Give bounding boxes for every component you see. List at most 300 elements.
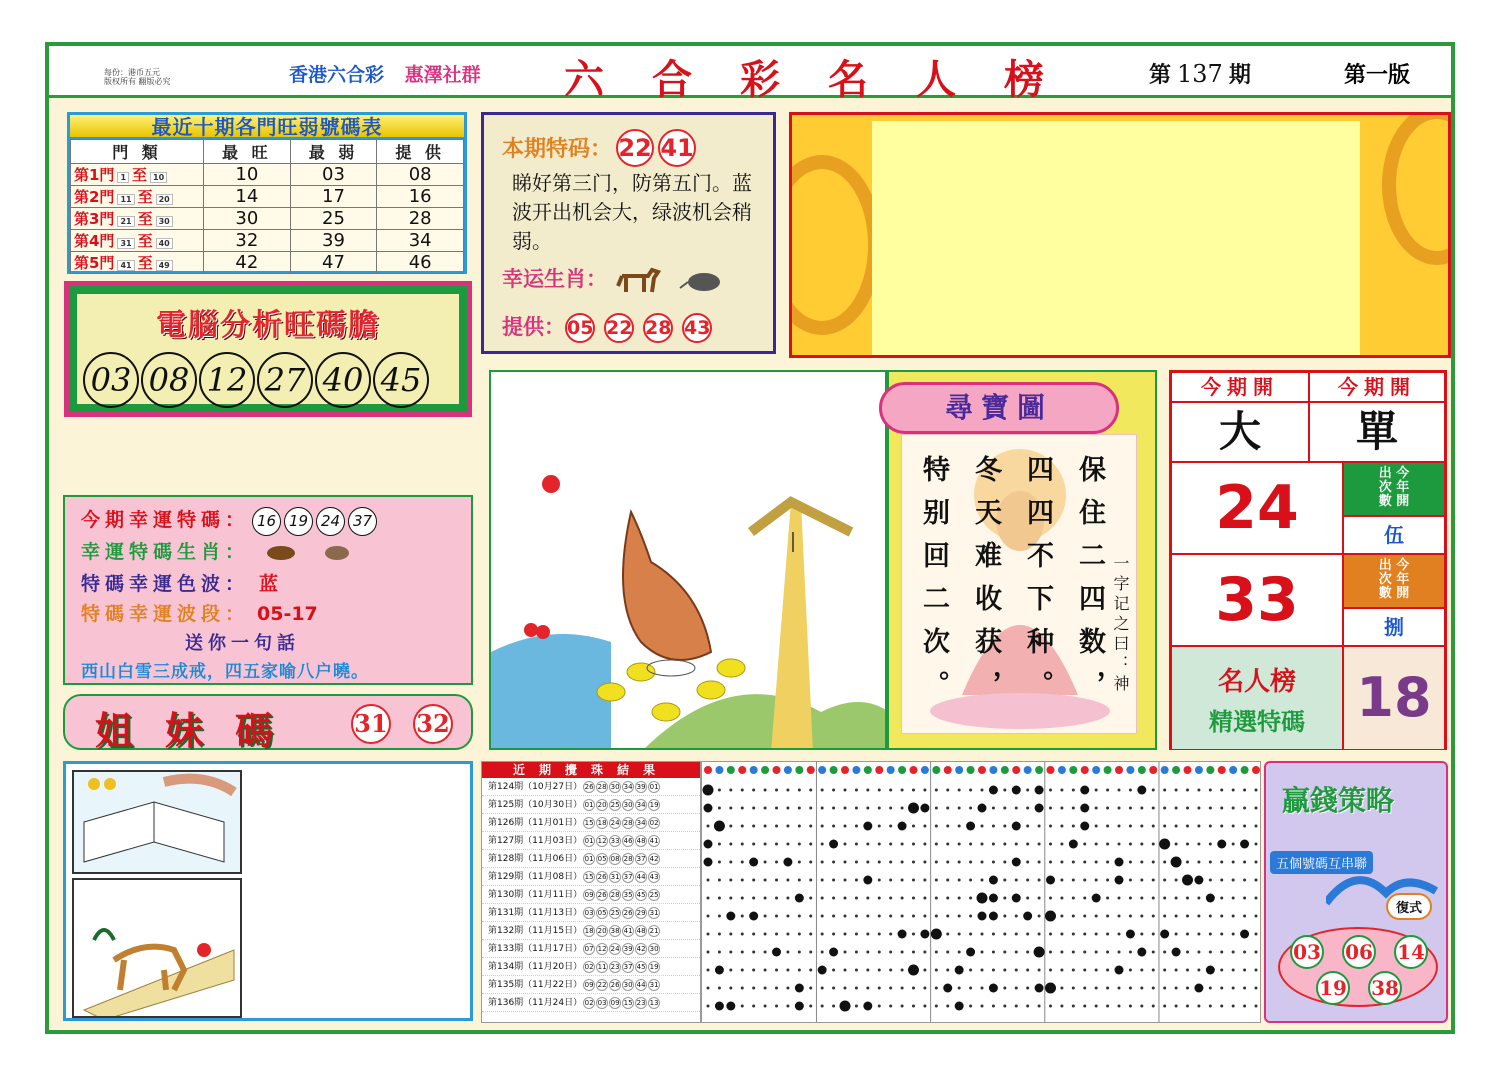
empty-dot [1106,843,1109,846]
history-ball: 33 [610,837,620,845]
empty-dot [1129,807,1132,810]
dot-trend-drawing [702,762,1261,1023]
empty-dot [775,861,778,864]
empty-dot [969,843,972,846]
column-header-dot [944,766,952,774]
empty-dot [1163,879,1166,882]
empty-dot [1083,897,1086,900]
empty-dot [1083,915,1086,918]
column-header-dot [841,766,849,774]
hit-dot [955,966,964,975]
col-gate: 門 類 [71,140,204,164]
history-ball: 28 [597,783,607,791]
dot-trend-grid [701,761,1261,1023]
empty-dot [912,1005,915,1008]
column-header-dot [750,766,758,774]
empty-dot [1106,789,1109,792]
org-name-2: 惠澤社群 [404,64,481,86]
empty-dot [958,843,961,846]
gate-to-label: 至 [137,210,153,228]
empty-dot [878,879,881,882]
empty-dot [1049,843,1052,846]
empty-dot [1118,915,1121,918]
empty-dot [786,807,789,810]
column-header-dot [1184,766,1192,774]
empty-dot [764,897,767,900]
book-illustration [72,770,242,874]
empty-dot [889,789,892,792]
empty-dot [912,987,915,990]
treasure-poem [901,434,1137,734]
empty-dot [1255,987,1258,990]
empty-dot [901,951,904,954]
empty-dot [901,843,904,846]
empty-dot [1118,843,1121,846]
lucky-range-row [81,599,318,626]
empty-dot [889,897,892,900]
sister-code-title: 姐妹碼 [95,709,306,753]
table-row [482,904,700,922]
empty-dot [878,1005,881,1008]
empty-dot [1152,807,1155,810]
history-ball: 30 [623,801,633,809]
empty-dot [707,933,710,936]
history-ball: 44 [636,981,646,989]
empty-dot [1232,897,1235,900]
empty-dot [786,825,789,828]
empty-dot [1163,951,1166,954]
empty-dot [1083,1005,1086,1008]
empty-dot [752,969,755,972]
empty-dot [775,897,778,900]
empty-dot [866,843,869,846]
empty-dot [1072,1005,1075,1008]
hit-dot [966,948,975,957]
empty-dot [981,843,984,846]
empty-dot [889,807,892,810]
gate-to: 49 [156,260,173,271]
empty-dot [1140,879,1143,882]
history-issue: 第136期（11月24日） [488,998,583,1008]
empty-dot [889,969,892,972]
empty-dot [1175,843,1178,846]
hit-dot [704,840,713,849]
strategy-ball: 14 [1394,935,1428,969]
cold-cell: 25 [290,208,377,230]
history-ball: 31 [649,981,659,989]
empty-dot [889,915,892,918]
special-hit-mark [714,821,725,832]
gate-to: 30 [156,216,173,227]
history-ball: 30 [649,945,659,953]
org-name-1: 香港六合彩 [289,64,385,86]
history-ball: 37 [636,855,646,863]
provide-label: 提供： [502,315,565,339]
empty-dot [1118,807,1121,810]
empty-dot [1118,825,1121,828]
empty-dot [1197,933,1200,936]
history-ball: 08 [610,855,620,863]
poem-column: 保住二四数， [1074,455,1105,713]
empty-dot [786,915,789,918]
empty-dot [1175,807,1178,810]
hit-dot [978,912,987,921]
empty-dot [844,789,847,792]
empty-dot [923,987,926,990]
empty-dot [935,861,938,864]
empty-dot [1220,807,1223,810]
computer-analysis-panel [64,281,472,417]
hit-dot [1115,966,1124,975]
empty-dot [1015,879,1018,882]
gate-to-label: 至 [137,232,153,250]
poem-column: 四四不下种。 [1022,455,1053,713]
history-ball: 34 [636,801,646,809]
empty-dot [1232,933,1235,936]
empty-dot [1232,951,1235,954]
empty-dot [1175,969,1178,972]
empty-dot [958,861,961,864]
saying-title: 送你一句話 [185,633,300,654]
empty-dot [1003,879,1006,882]
count-label-1: 出 今 次 年 數 開 [1343,462,1445,516]
special-hit-mark [908,965,919,976]
empty-dot [809,879,812,882]
empty-dot [992,969,995,972]
column-header-dot [875,766,883,774]
empty-dot [1026,879,1029,882]
empty-dot [741,807,744,810]
empty-dot [1083,879,1086,882]
empty-dot [1197,789,1200,792]
empty-dot [923,897,926,900]
empty-dot [832,987,835,990]
history-ball: 15 [623,999,633,1007]
empty-dot [775,969,778,972]
empty-dot [1003,951,1006,954]
empty-dot [786,843,789,846]
empty-dot [1106,825,1109,828]
empty-dot [969,1005,972,1008]
history-ball: 28 [623,855,633,863]
empty-dot [1209,843,1212,846]
empty-dot [935,969,938,972]
empty-dot [958,987,961,990]
empty-dot [752,843,755,846]
empty-dot [1186,825,1189,828]
empty-dot [798,861,801,864]
empty-dot [1163,969,1166,972]
history-ball: 07 [584,945,594,953]
empty-dot [969,915,972,918]
empty-dot [718,861,721,864]
empty-dot [741,933,744,936]
saying-text: 西山白雪三成戒，四五家喻八户曉。 [81,662,369,682]
gate-from: 31 [117,238,134,249]
special-hit-mark [931,929,942,940]
empty-dot [1095,969,1098,972]
history-ball: 23 [636,999,646,1007]
empty-dot [752,951,755,954]
empty-dot [1140,915,1143,918]
empty-dot [1209,987,1212,990]
empty-dot [969,807,972,810]
issue-number [1149,58,1251,89]
empty-dot [969,879,972,882]
empty-dot [764,861,767,864]
empty-dot [1072,789,1075,792]
count-number-2: 33 [1171,554,1343,646]
history-ball: 15 [584,819,594,827]
empty-dot [1026,861,1029,864]
empty-dot [707,825,710,828]
table-row [482,886,700,904]
empty-dot [935,1005,938,1008]
gate-from: 21 [117,216,134,227]
column-header-dot [1172,766,1180,774]
empty-dot [992,951,995,954]
empty-dot [1255,861,1258,864]
empty-dot [1060,933,1063,936]
empty-dot [981,951,984,954]
provide-row [502,311,712,343]
hit-dot [1035,786,1044,795]
empty-dot [981,987,984,990]
empty-dot [1152,987,1155,990]
empty-dot [844,861,847,864]
empty-dot [958,915,961,918]
empty-dot [1049,1005,1052,1008]
empty-dot [1038,843,1041,846]
history-ball: 01 [584,801,594,809]
special-code-label: 本期特码： [502,137,613,162]
empty-dot [718,987,721,990]
empty-dot [912,879,915,882]
column-header-dot [1069,766,1077,774]
empty-dot [1003,987,1006,990]
empty-dot [969,987,972,990]
empty-dot [901,1005,904,1008]
history-issue: 第132期（11月15日） [488,926,583,936]
empty-dot [1129,915,1132,918]
empty-dot [1026,951,1029,954]
empty-dot [1232,1005,1235,1008]
gate-table-header [71,140,464,164]
grid-header-2: 今期開 [1309,372,1445,402]
empty-dot [1220,987,1223,990]
page-title: 六合彩名人榜 [564,56,1092,103]
blank-area [872,121,1360,358]
special-hit-mark [1045,983,1056,994]
empty-dot [878,969,881,972]
history-ball: 09 [584,891,594,899]
empty-dot [855,879,858,882]
empty-dot [1118,1005,1121,1008]
history-ball: 26 [610,981,620,989]
column-header-dot [852,766,860,774]
empty-dot [992,807,995,810]
table-row [482,850,700,868]
history-ball: 26 [597,891,607,899]
column-header-dot [921,766,929,774]
history-ball: 02 [649,819,659,827]
gate-label: 第5門 [74,254,115,272]
table-row [482,976,700,994]
empty-dot [855,843,858,846]
empty-dot [1038,825,1041,828]
empty-dot [1163,825,1166,828]
empty-dot [901,987,904,990]
empty-dot [1197,843,1200,846]
empty-dot [786,987,789,990]
hit-dot [1194,984,1203,993]
lucky-code-row [81,505,377,536]
gate-to-label: 至 [137,188,153,206]
empty-dot [1197,915,1200,918]
empty-dot [832,789,835,792]
number-ball: 27 [257,352,313,408]
empty-dot [901,915,904,918]
empty-dot [1026,807,1029,810]
empty-dot [878,915,881,918]
hot-cell: 42 [204,252,291,274]
empty-dot [958,951,961,954]
empty-dot [809,789,812,792]
provide-ball: 43 [682,313,712,343]
gate-from: 1 [117,172,129,183]
poem-column: 冬天难收获， [970,455,1001,713]
empty-dot [1106,879,1109,882]
hit-dot [1172,948,1181,957]
empty-dot [935,825,938,828]
empty-dot [946,807,949,810]
gate-label: 第3門 [74,210,115,228]
special-hit-mark [1159,839,1170,850]
special-hit-mark [977,893,988,904]
special-hit-mark [1182,875,1193,886]
empty-dot [1220,897,1223,900]
empty-dot [946,861,949,864]
empty-dot [981,879,984,882]
empty-dot [1083,987,1086,990]
history-ball: 29 [636,909,646,917]
history-issue: 第126期（11月01日） [488,818,583,828]
empty-dot [1140,987,1143,990]
empty-dot [821,897,824,900]
empty-dot [1106,951,1109,954]
strategy-subtitle: 五個號碼互串聯 [1270,851,1373,874]
empty-dot [1038,969,1041,972]
empty-dot [718,951,721,954]
empty-dot [798,843,801,846]
empty-dot [1095,915,1098,918]
empty-dot [912,843,915,846]
empty-dot [844,897,847,900]
empty-dot [1003,969,1006,972]
swirl-decoration [1382,112,1451,265]
empty-dot [764,987,767,990]
empty-dot [1060,987,1063,990]
history-ball: 28 [610,891,620,899]
empty-dot [707,987,710,990]
history-ball: 37 [623,873,633,881]
empty-dot [729,825,732,828]
empty-dot [718,933,721,936]
column-header-dot [1092,766,1100,774]
empty-dot [923,969,926,972]
column-header-dot [1115,766,1123,774]
special-hit-mark [1171,857,1182,868]
gate-label: 第4門 [74,232,115,250]
lucky-zodiac-row [502,263,724,296]
empty-dot [1243,861,1246,864]
hit-dot [989,894,998,903]
provide-ball: 05 [565,313,595,343]
strategy-ball: 06 [1342,935,1376,969]
hit-dot [1160,930,1169,939]
empty-dot [1003,825,1006,828]
column-header-dot [1138,766,1146,774]
empty-dot [935,951,938,954]
empty-dot [1095,825,1098,828]
empty-dot [855,915,858,918]
empty-dot [866,969,869,972]
empty-dot [764,951,767,954]
number-ball: 45 [373,352,429,408]
empty-dot [935,897,938,900]
special-code-row [502,129,696,167]
number-ball: 03 [83,352,139,408]
zodiac-animals-icon [614,264,724,296]
empty-dot [718,789,721,792]
empty-dot [1015,843,1018,846]
history-ball: 09 [610,999,620,1007]
empty-dot [946,843,949,846]
empty-dot [752,879,755,882]
empty-dot [821,843,824,846]
history-ball: 12 [597,837,607,845]
empty-dot [741,843,744,846]
empty-dot [729,987,732,990]
empty-dot [752,933,755,936]
empty-dot [1026,789,1029,792]
empty-dot [1049,969,1052,972]
empty-dot [969,861,972,864]
empty-dot [1072,879,1075,882]
empty-dot [889,879,892,882]
computer-analysis-title: 電腦分析旺碼膽 [156,308,380,343]
lucky-zodiac-label: 幸运生肖： [502,267,607,291]
empty-dot [718,915,721,918]
hit-dot [978,804,987,813]
table-row [482,940,700,958]
hit-dot [920,930,929,939]
empty-dot [1140,825,1143,828]
hot-cell: 10 [204,164,291,186]
empty-dot [866,951,869,954]
empty-dot [1060,879,1063,882]
column-header-dot [704,766,712,774]
history-issue: 第127期（11月03日） [488,836,583,846]
empty-dot [832,879,835,882]
empty-dot [1038,897,1041,900]
empty-dot [1129,843,1132,846]
empty-dot [1163,861,1166,864]
history-ball: 41 [649,837,659,845]
history-ball: 31 [649,909,659,917]
empty-dot [1129,1005,1132,1008]
empty-dot [1072,897,1075,900]
